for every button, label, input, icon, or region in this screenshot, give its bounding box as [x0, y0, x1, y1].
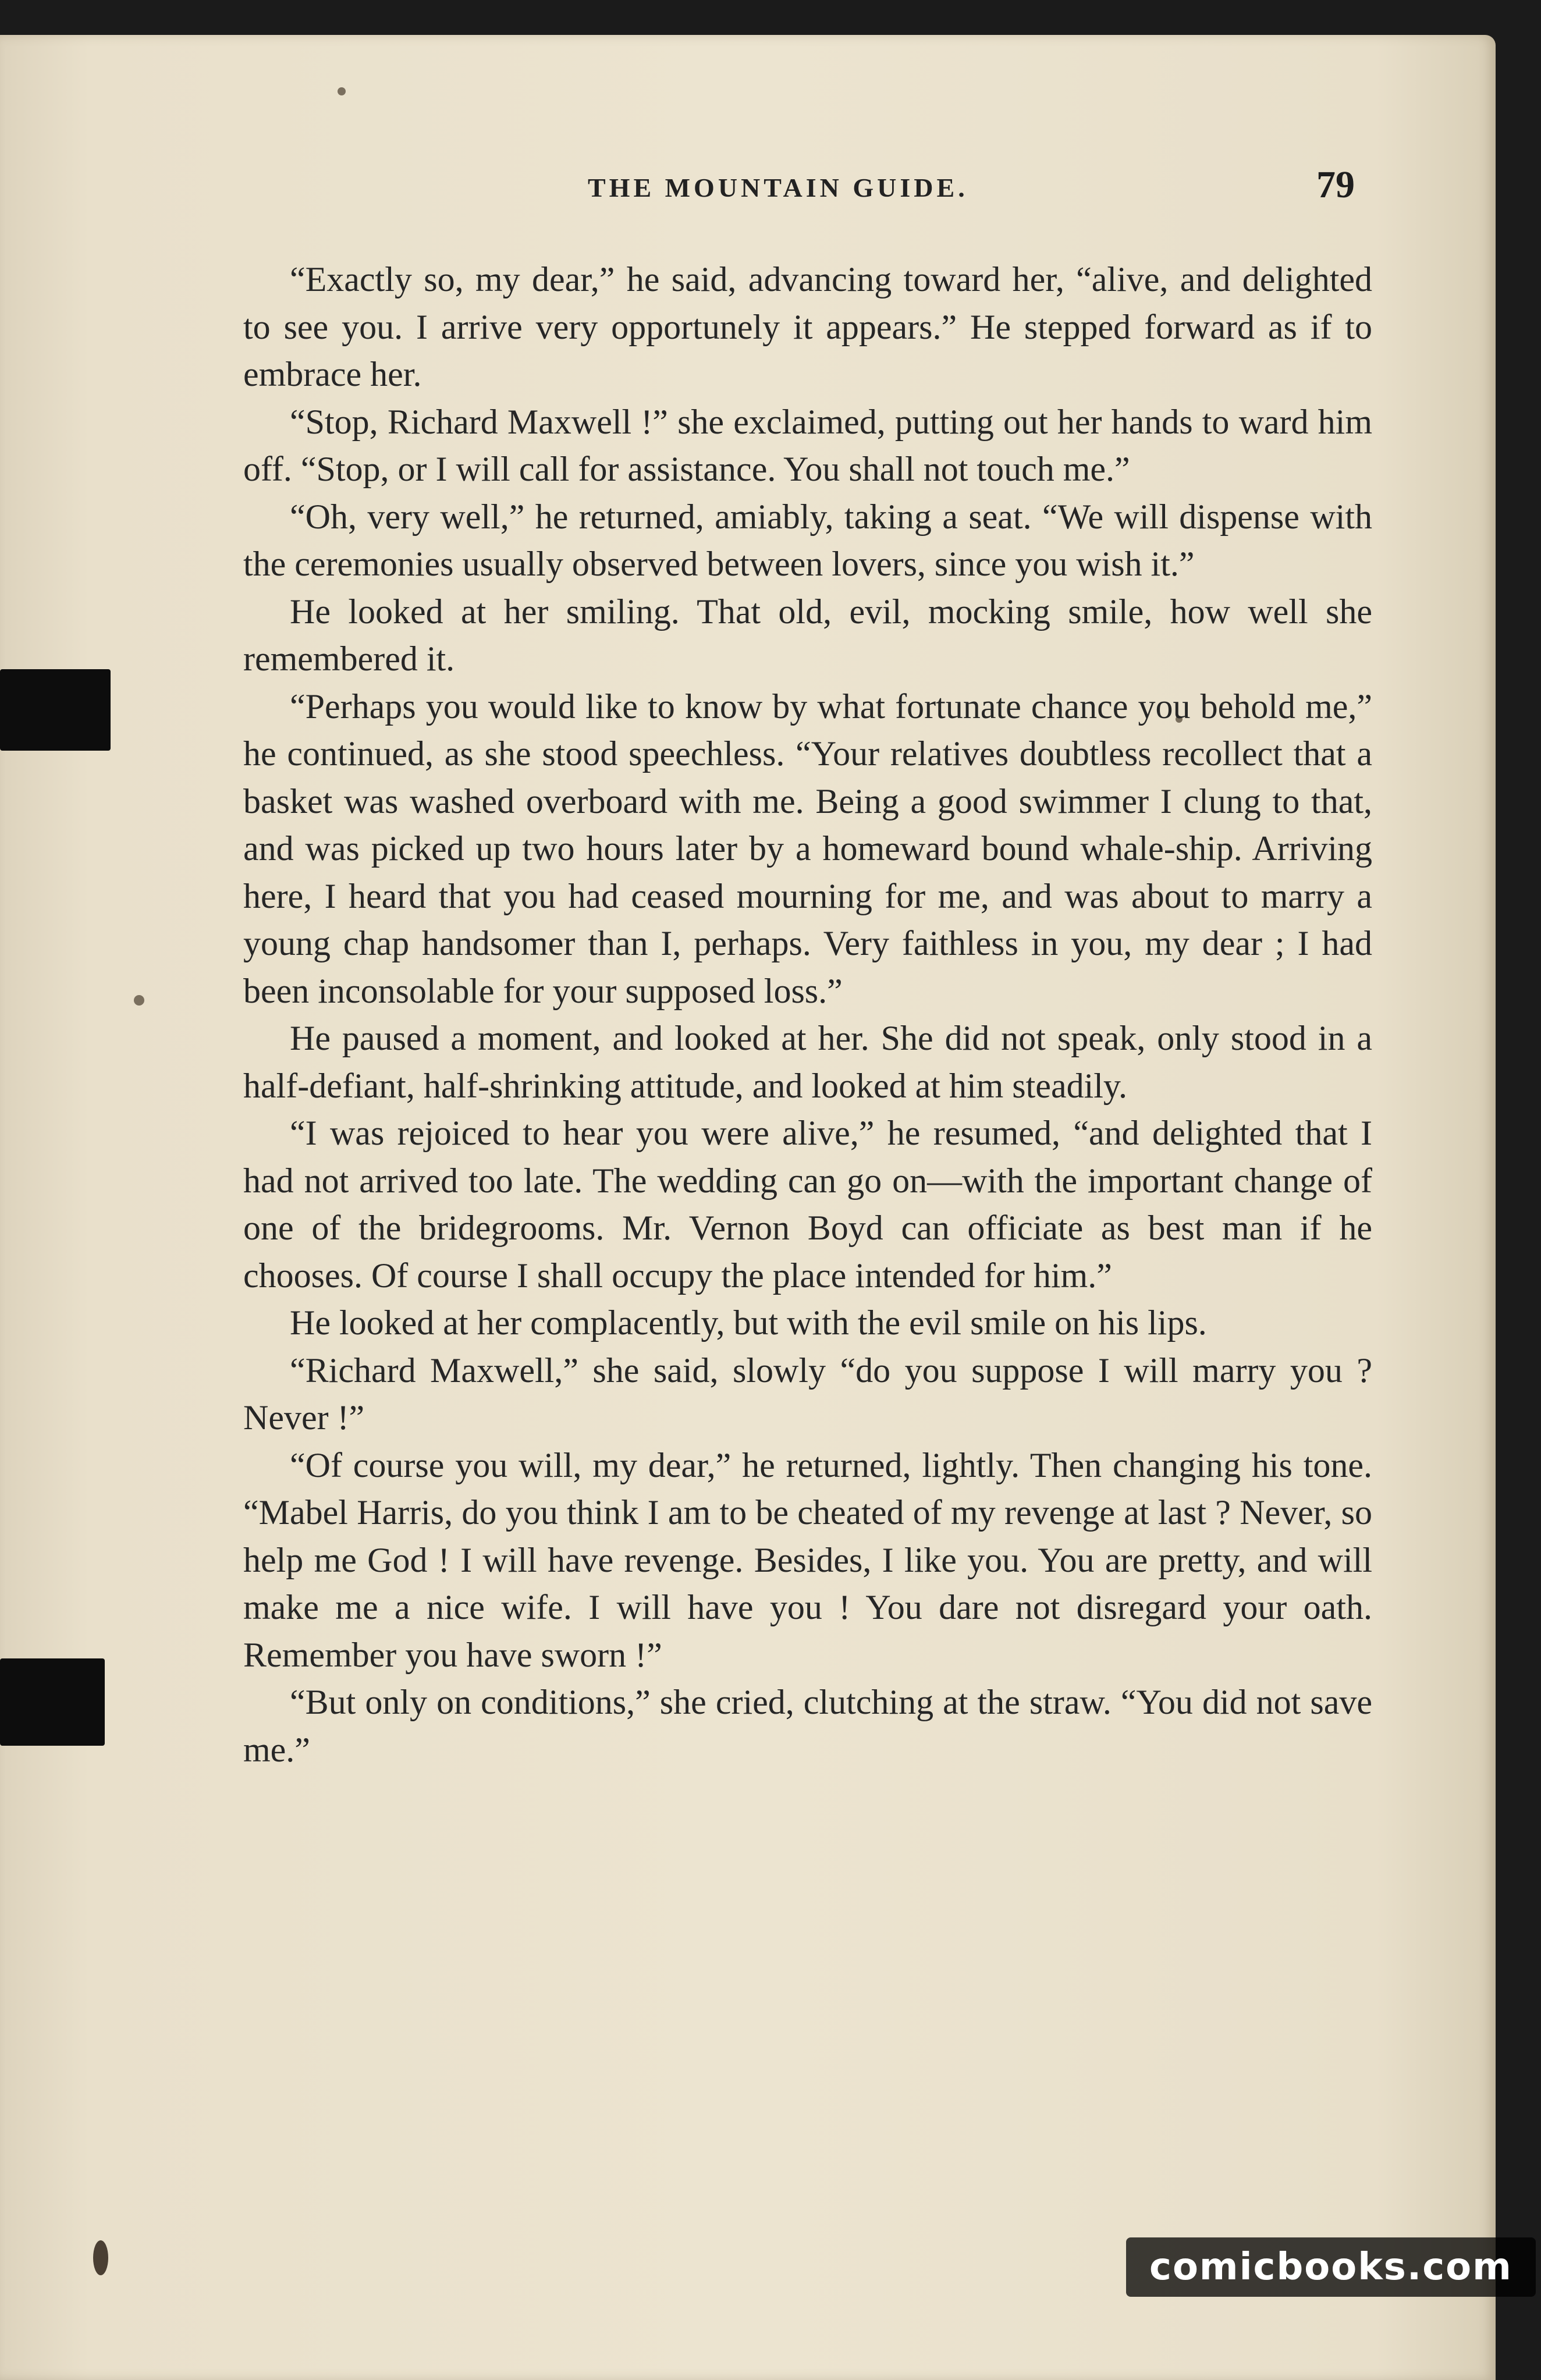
paragraph: “But only on conditions,” she cried, clutching at the straw. “You did not save me.”: [243, 1683, 1372, 1769]
paragraph: He paused a moment, and looked at her. She did not speak, only stood in a half-defiant, half-shrinking attitude, and looked at him steadily.: [243, 1019, 1372, 1105]
binding-hole: [0, 1658, 105, 1746]
paragraph: “Of course you will, my dear,” he returned, lightly. Then changing his tone. “Mabel Harris, do you think I am to be cheated of my revenge at last ? Never, so help me God ! I will have revenge. Besides, I like you. You are pretty, and will make me a nice wife. I will have you ! You dare not disregard your oath. Remember you have sworn !”: [243, 1445, 1372, 1674]
watermark: comicbooks.com: [1126, 2237, 1536, 2297]
paragraph: He looked at her complacently, but with the evil smile on his lips.: [290, 1303, 1207, 1342]
paragraph: He looked at her smiling. That old, evil, mocking smile, how well she remembered it.: [243, 592, 1372, 678]
paragraph: “I was rejoiced to hear you were alive,” he resumed, “and delighted that I had not arrived too late. The wedding can go on—with the important change of one of the bridegrooms. Mr. Vernon Boyd can officiate as best man if he chooses. Of course I shall occupy the place intended for him.”: [243, 1114, 1372, 1295]
paragraph: “Stop, Richard Maxwell !” she exclaimed, putting out her hands to ward him off. “Stop, or I will call for assistance. You shall not touch me.”: [243, 402, 1372, 488]
page-header: [0, 134, 1496, 206]
page-number: 79: [1316, 164, 1355, 206]
body-text: [243, 256, 1372, 1774]
paragraph: “Exactly so, my dear,” he said, advancing toward her, “alive, and delighted to see you. I arrive very opportunely it appears.” He stepped forward as if to embrace her.: [243, 260, 1372, 393]
book-page: [0, 35, 1496, 2380]
paragraph: “Perhaps you would like to know by what fortunate chance you behold me,” he continued, as she stood speechless. “Your relatives doubtless recollect that a basket was washed overboard with me. Being a good swimmer I clung to that, and was picked up two hours later by a homeward bound whale-ship. Arriving here, I heard that you had ceased mourning for me, and was about to marry a young chap handsomer than I, perhaps. Very faithless in you, my dear ; I had been inconsolable for your supposed loss.”: [243, 687, 1372, 1010]
running-head: THE MOUNTAIN GUIDE.: [588, 173, 968, 203]
binding-hole: [0, 669, 111, 751]
paragraph: “Richard Maxwell,” she said, slowly “do you suppose I will marry you ? Never !”: [243, 1351, 1372, 1437]
paragraph: “Oh, very well,” he returned, amiably, taking a seat. “We will dispense with the ceremonies usually observed between lovers, since you wish it.”: [243, 497, 1372, 583]
